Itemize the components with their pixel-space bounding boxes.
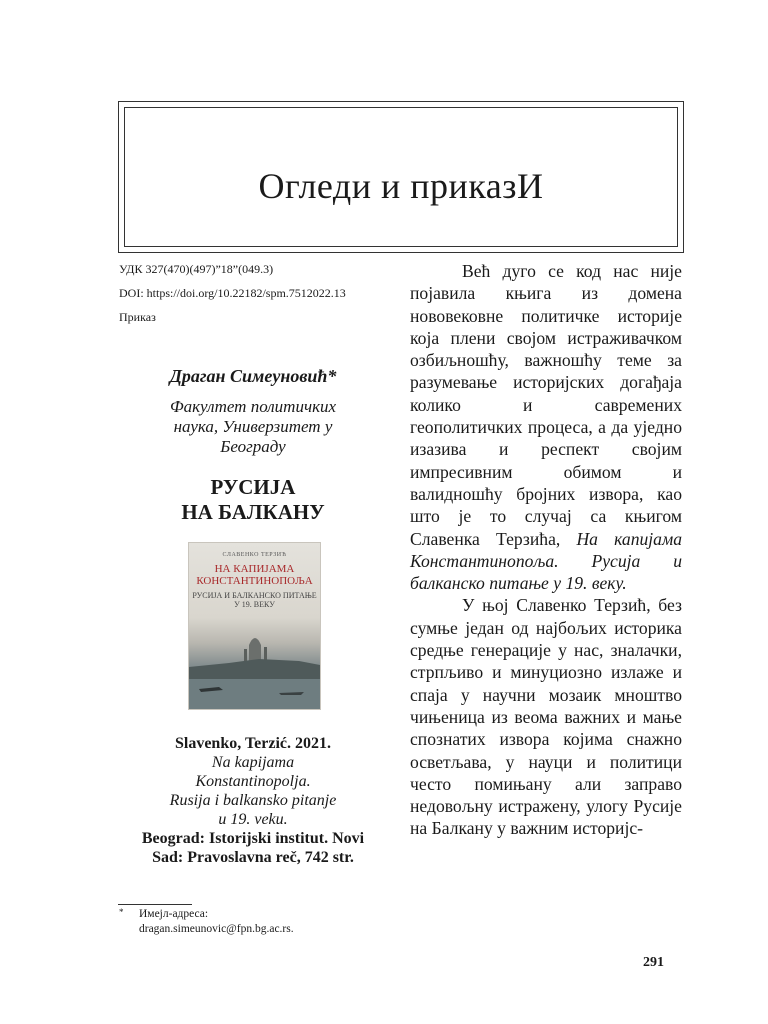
citation-title-line: Rusija i balkansko pitanje [169, 792, 337, 809]
section-header-inner-frame [124, 107, 678, 247]
body-text [410, 260, 682, 840]
cover-subtitle-line: У 19. ВЕКУ [234, 600, 275, 609]
affiliation-line: Београду [220, 437, 286, 456]
author-name: Драган Симеуновић* [169, 366, 337, 386]
citation-publisher-line: Beograd: Istorijski institut. Novi [141, 830, 365, 847]
footnote-divider [118, 904, 192, 905]
article-type: Приказ [119, 310, 156, 324]
paragraph-text: Већ дуго се код нас није појавила књига из домена нововековне политичке историје која плени својом истраживачком озбиљношћу, важношћу теме за разумевање историјских догађаја колико и савремених геополитичких процеса, а да уједно изазива и респект својим импресивним обимом и валидношћу бројних извора, као што је то случај са књигом Славенка Терзића, [410, 261, 682, 549]
doi-line: DOI: https://doi.org/10.22182/spm.7512022.13 [119, 286, 346, 300]
review-title-line: РУСИЈА [210, 475, 296, 499]
footnote-label: Имејл-адреса: [139, 908, 209, 920]
affiliation-line: наука, Универзитет у [173, 417, 333, 436]
page-number: 291 [643, 955, 664, 970]
citation-author-year: Slavenko, Terzić. 2021. [174, 735, 331, 752]
citation-publisher-line: Sad: Pravoslavna reč, 742 str. [152, 849, 354, 866]
review-title [114, 475, 392, 525]
cover-subtitle [189, 591, 320, 609]
cover-author: СЛАВЕНКО ТЕРЗИЋ [222, 552, 287, 558]
affiliation-line: Факултет политичких [169, 397, 337, 416]
citation-title-line: Konstantinopolja. [195, 773, 311, 790]
citation-title-line: Na kapijama [211, 754, 295, 771]
citation-title-line: u 19. veku. [218, 811, 288, 828]
book-title-italic: На капијама Константинопоља. Русија и балканско питање у 19. веку. [410, 528, 682, 594]
section-title: Огледи и приказИ [258, 166, 544, 206]
body-paragraph: У њој Славенко Терзић, без сумње један од најбољих историка средње генерације у нас, зналачки, стрпљиво и минуциозно излаже и спаја у научни мозаик мноштво чињеница из веома важних и мање спознатих извора којима снажно осветљава, у науци и политици често помињану али заправо недовољну истражену, улогу Русије на Балкану у важним историјс- [410, 595, 682, 839]
cover-title-line: КОНСТАНТИНОПОЉА [196, 575, 313, 587]
author-affiliation [114, 397, 392, 457]
cover-subtitle-line: РУСИЈА И БАЛКАНСКО ПИТАЊЕ [192, 591, 317, 600]
body-paragraph [410, 260, 682, 594]
cover-painting [189, 623, 320, 709]
section-header-box [118, 101, 684, 253]
cover-title [189, 563, 320, 587]
book-citation [114, 734, 392, 867]
cover-title-line: НА КАПИЈАМА [214, 563, 295, 575]
review-title-line: НА БАЛКАНУ [181, 500, 325, 524]
udk-line: УДК 327(470)(497)”18”(049.3) [119, 262, 274, 276]
footnote-mark: * [119, 907, 124, 917]
book-cover-image [189, 543, 320, 709]
footnote-email-link[interactable]: dragan.simeunovic@fpn.bg.ac.rs. [139, 923, 294, 935]
